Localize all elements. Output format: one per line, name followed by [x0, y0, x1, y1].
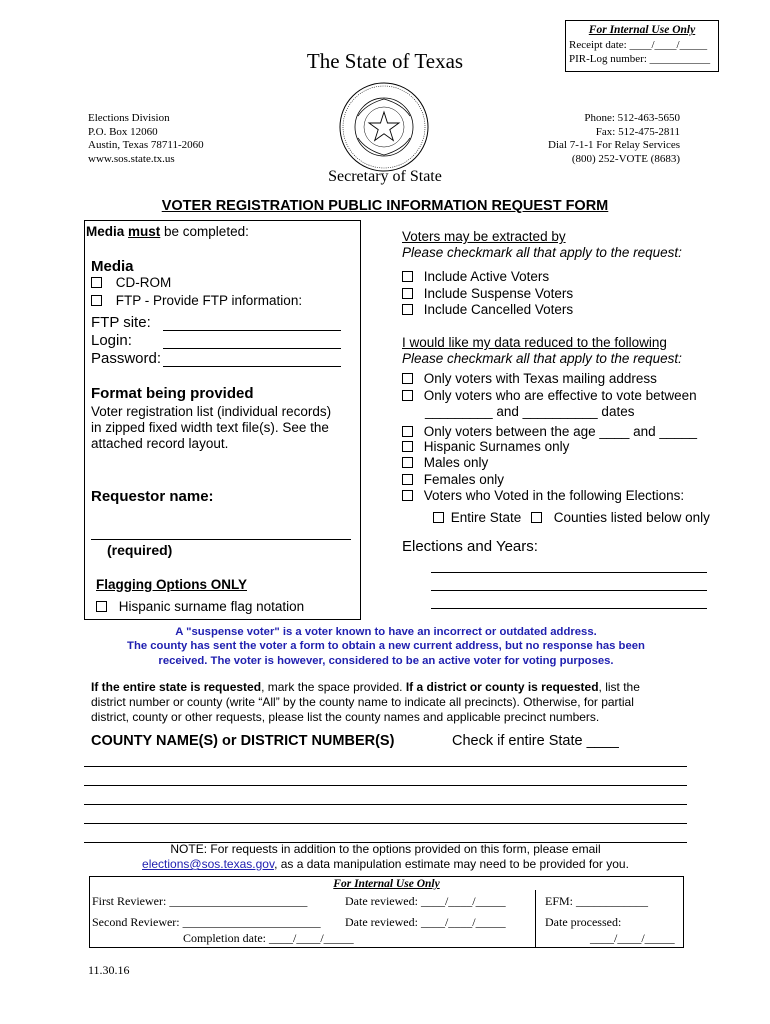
cdrom-checkbox[interactable] [91, 277, 102, 288]
form-title: VOTER REGISTRATION PUBLIC INFORMATION REQUEST FORM [161, 198, 609, 214]
instr-bold-b: If a district or county is requested [405, 680, 599, 694]
active-voters-checkbox[interactable] [402, 271, 413, 282]
county-field-1[interactable] [84, 766, 687, 767]
option-age-range[interactable] [402, 424, 697, 439]
media-intro [86, 224, 249, 239]
suspense-line: The county has sent the voter a form to obtain a new current address, but no response has been [127, 640, 645, 653]
date-reviewed-2[interactable]: Date reviewed: ____/____/_____ [345, 915, 506, 929]
elections-field-2[interactable] [431, 590, 707, 591]
ftp-checkbox[interactable] [91, 295, 102, 306]
instructions-line-1 [91, 680, 691, 695]
option-entire-state[interactable] [433, 510, 521, 525]
suspense-voters-checkbox[interactable] [402, 288, 413, 299]
second-reviewer[interactable]: Second Reviewer: _______________________ [92, 915, 321, 929]
option-females-only[interactable] [402, 472, 504, 487]
receipt-date: Receipt date: ____/____/_____ [569, 39, 708, 51]
effective-dates-checkbox[interactable] [402, 390, 413, 401]
relay-line: Dial 7-1-1 For Relay Services [548, 139, 680, 152]
required-note: (required) [107, 542, 173, 558]
contact-phones [480, 112, 680, 166]
ftp-login-field[interactable] [163, 348, 341, 349]
note-line-2-rest: , as a data manipulation estimate may need to be provided for you. [274, 857, 629, 871]
voted-elections-checkbox[interactable] [402, 490, 413, 501]
county-field-2[interactable] [84, 785, 687, 786]
secretary-of-state: Secretary of State [328, 168, 442, 185]
option-hispanic-surnames[interactable] [402, 439, 569, 454]
instructions-line-2: district number or county (write “All” by the county name to indicate all precincts). Otherwise, for partial [91, 695, 634, 709]
note-line-2 [84, 857, 687, 872]
media-heading: Media [91, 258, 134, 275]
county-field-4[interactable] [84, 823, 687, 824]
females-only-checkbox[interactable] [402, 474, 413, 485]
media-intro-must: must [128, 224, 161, 239]
email-note [84, 842, 687, 872]
hispanic-flag-label: Hispanic surname flag notation [118, 599, 305, 614]
date-processed-label: Date processed: [545, 915, 622, 929]
requestor-name-field[interactable] [91, 539, 351, 540]
option-suspense-voters[interactable] [402, 286, 573, 301]
suspense-voters-label: Include Suspense Voters [423, 286, 574, 301]
option-counties-listed[interactable] [531, 510, 710, 525]
males-only-checkbox[interactable] [402, 457, 413, 468]
reduce-subheading: Please checkmark all that apply to the request: [402, 351, 682, 366]
instr-a: , mark the space provided. [261, 680, 406, 694]
texas-mailing-label: Only voters with Texas mailing address [423, 371, 657, 386]
elections-field-1[interactable] [431, 572, 707, 573]
internal-divider-v [535, 890, 536, 948]
elections-years-label: Elections and Years: [402, 538, 538, 555]
reduce-heading: I would like my data reduced to the following [402, 335, 667, 350]
suspense-voter-note [80, 625, 692, 668]
ftp-password-label: Password: [91, 350, 162, 367]
entire-state-label: Entire State [450, 510, 522, 525]
county-heading: COUNTY NAME(S) or DISTRICT NUMBER(S) [91, 733, 395, 749]
texas-mailing-checkbox[interactable] [402, 373, 413, 384]
instructions [91, 680, 691, 725]
counties-listed-label: Counties listed below only [553, 510, 710, 525]
suspense-line: A "suspense voter" is a voter known to have an incorrect or outdated address. [175, 626, 597, 638]
state-seal-icon [336, 80, 432, 174]
males-only-label: Males only [423, 455, 489, 470]
option-texas-mailing[interactable] [402, 371, 657, 386]
option-active-voters[interactable] [402, 269, 549, 284]
option-voted-elections[interactable] [402, 488, 684, 503]
ftp-password-field[interactable] [163, 366, 341, 367]
hispanic-surnames-checkbox[interactable] [402, 441, 413, 452]
voted-elections-label: Voters who Voted in the following Elections: [423, 488, 685, 503]
media-option-ftp[interactable] [91, 293, 302, 308]
effective-dates-label: Only voters who are effective to vote between [423, 388, 697, 403]
instructions-line-3: district, county or other requests, please list the county names and applicable precinct numbers. [91, 710, 600, 724]
cdrom-label: CD-ROM [115, 275, 172, 290]
elections-field-3[interactable] [431, 608, 707, 609]
internal-use-title: For Internal Use Only [588, 24, 696, 36]
note-line-1: NOTE: For requests in addition to the options provided on this form, please email [170, 842, 601, 856]
phone-line: Phone: 512-463-5650 [584, 112, 680, 124]
instr-b: , list the [598, 680, 640, 694]
fax-line: Fax: 512-475-2811 [595, 125, 680, 138]
females-only-label: Females only [423, 472, 505, 487]
state-title: The State of Texas [306, 49, 464, 73]
internal-use-bottom-title: For Internal Use Only [333, 878, 440, 890]
age-range-label: Only voters between the age ____ and _____ [423, 424, 697, 439]
ftp-label: FTP - Provide FTP information: [115, 293, 303, 308]
format-text [91, 404, 331, 452]
county-field-3[interactable] [84, 804, 687, 805]
effective-dates-range: _________ and __________ dates [425, 404, 635, 419]
media-intro-c: be completed: [160, 224, 249, 239]
vote-line: (800) 252-VOTE (8683) [571, 152, 680, 165]
format-line: Voter registration list (individual records) [91, 404, 332, 419]
cancelled-voters-checkbox[interactable] [402, 304, 413, 315]
ftp-login-label: Login: [91, 332, 132, 349]
pir-log-number: PIR-Log number: ___________ [569, 53, 711, 65]
hispanic-flag-checkbox[interactable] [96, 601, 107, 612]
email-link[interactable]: elections@sos.texas.gov [142, 857, 275, 871]
ftp-site-label: FTP site: [91, 314, 151, 331]
date-reviewed-1[interactable]: Date reviewed: ____/____/_____ [345, 894, 506, 908]
format-heading: Format being provided [91, 385, 254, 402]
age-range-checkbox[interactable] [402, 426, 413, 437]
cancelled-voters-label: Include Cancelled Voters [423, 302, 574, 317]
counties-listed-checkbox[interactable] [531, 512, 542, 523]
option-cancelled-voters[interactable] [402, 302, 573, 317]
suspense-line: received. The voter is however, considered to be an active voter for voting purposes. [158, 654, 614, 667]
extract-subheading: Please checkmark all that apply to the request: [402, 245, 682, 260]
format-line: attached record layout. [91, 436, 229, 451]
requestor-label: Requestor name: [91, 488, 214, 505]
active-voters-label: Include Active Voters [423, 269, 550, 284]
revision-date: 11.30.16 [88, 963, 130, 977]
check-entire-state[interactable]: Check if entire State ____ [452, 733, 619, 749]
hispanic-surnames-label: Hispanic Surnames only [423, 439, 570, 454]
option-males-only[interactable] [402, 455, 488, 470]
media-intro-a: Media [86, 224, 129, 239]
format-line: in zipped fixed width text file(s). See the [91, 420, 329, 435]
flagging-heading: Flagging Options ONLY [96, 577, 247, 592]
first-reviewer[interactable]: First Reviewer: _______________________ [92, 894, 308, 908]
media-option-cdrom[interactable] [91, 275, 171, 290]
ftp-site-field[interactable] [163, 330, 341, 331]
instr-bold-a: If the entire state is requested [91, 680, 262, 694]
efm-field[interactable]: EFM: ____________ [545, 894, 649, 908]
address-line: Austin, Texas 78711-2060 [88, 139, 204, 152]
completion-date[interactable]: Completion date: ____/____/_____ [183, 931, 354, 945]
address-line: P.O. Box 12060 [88, 125, 158, 138]
entire-state-checkbox[interactable] [433, 512, 444, 523]
date-processed-field[interactable]: ____/____/_____ [590, 931, 675, 945]
extract-heading: Voters may be extracted by [402, 229, 566, 244]
option-effective-dates[interactable] [402, 388, 697, 403]
contact-address [88, 112, 204, 166]
website-link[interactable]: www.sos.state.tx.us [88, 152, 175, 165]
address-line: Elections Division [88, 112, 170, 124]
flagging-option[interactable] [96, 599, 304, 614]
